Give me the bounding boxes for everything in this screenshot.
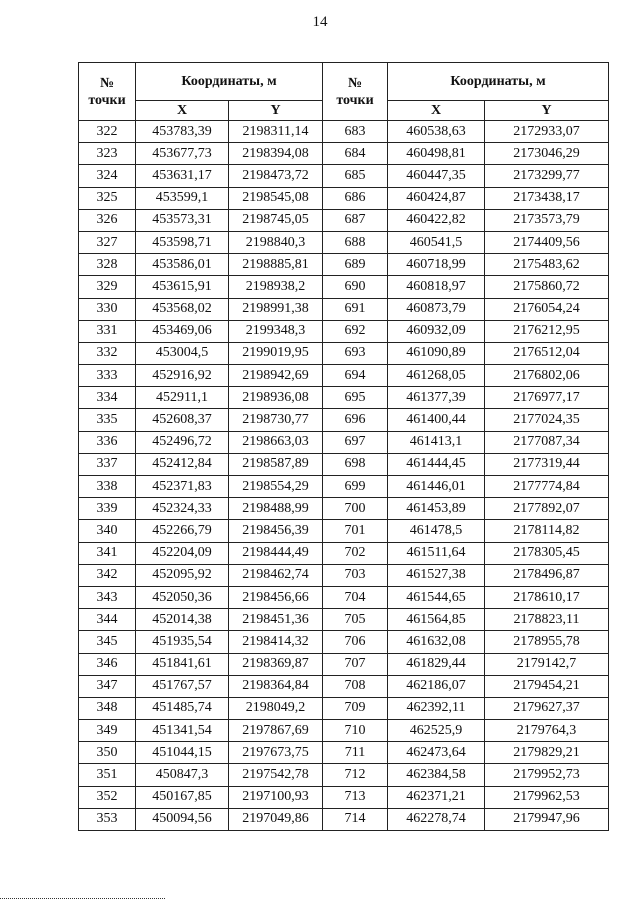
point-number-left: 332 xyxy=(79,342,136,364)
point-number-right: 710 xyxy=(323,720,388,742)
point-number-header-left xyxy=(79,63,136,121)
point-number-left: 329 xyxy=(79,276,136,298)
x-coordinate-right: 462384,58 xyxy=(388,764,485,786)
point-number-left: 327 xyxy=(79,231,136,253)
x-coordinate-right: 462186,07 xyxy=(388,675,485,697)
y-coordinate-left: 2198936,08 xyxy=(229,387,323,409)
y-coordinate-left: 2198444,49 xyxy=(229,542,323,564)
y-coordinate-right: 2175483,62 xyxy=(485,254,609,276)
y-coordinate-left: 2198938,2 xyxy=(229,276,323,298)
x-coordinate-left: 453599,1 xyxy=(136,187,229,209)
x-coordinate-left: 450094,56 xyxy=(136,808,229,830)
y-coordinate-left: 2197542,78 xyxy=(229,764,323,786)
y-coordinate-right: 2175860,72 xyxy=(485,276,609,298)
y-coordinate-right: 2178114,82 xyxy=(485,520,609,542)
y-coordinate-right: 2172933,07 xyxy=(485,121,609,143)
y-coordinate-left: 2198394,08 xyxy=(229,143,323,165)
x-coordinate-right: 461511,64 xyxy=(388,542,485,564)
y-coordinate-left: 2198663,03 xyxy=(229,431,323,453)
point-number-right: 689 xyxy=(323,254,388,276)
x-coordinate-left: 452496,72 xyxy=(136,431,229,453)
y-coordinate-right: 2173438,17 xyxy=(485,187,609,209)
x-coordinate-right: 460873,79 xyxy=(388,298,485,320)
point-number-right: 714 xyxy=(323,808,388,830)
y-coordinate-left: 2198473,72 xyxy=(229,165,323,187)
table-row xyxy=(79,254,609,276)
point-number-right: 685 xyxy=(323,165,388,187)
y-coordinate-right: 2173299,77 xyxy=(485,165,609,187)
point-number-right: 691 xyxy=(323,298,388,320)
point-number-left: 328 xyxy=(79,254,136,276)
point-number-right: 712 xyxy=(323,764,388,786)
point-number-left: 349 xyxy=(79,720,136,742)
y-coordinate-right: 2179627,37 xyxy=(485,697,609,719)
footer-divider xyxy=(0,898,165,899)
table-row xyxy=(79,520,609,542)
y-coordinate-left: 2198364,84 xyxy=(229,675,323,697)
point-number-left: 348 xyxy=(79,697,136,719)
point-number-left: 330 xyxy=(79,298,136,320)
table-body xyxy=(79,121,609,831)
x-coordinate-left: 451485,74 xyxy=(136,697,229,719)
y-coordinate-left: 2199348,3 xyxy=(229,320,323,342)
x-coordinate-right: 460498,81 xyxy=(388,143,485,165)
x-coordinate-right: 460932,09 xyxy=(388,320,485,342)
table-row xyxy=(79,187,609,209)
point-number-left: 342 xyxy=(79,564,136,586)
point-number-left: 324 xyxy=(79,165,136,187)
point-number-right: 698 xyxy=(323,453,388,475)
y-coordinate-left: 2198311,14 xyxy=(229,121,323,143)
x-coordinate-left: 452014,38 xyxy=(136,609,229,631)
y-coordinate-right: 2178496,87 xyxy=(485,564,609,586)
point-number-left: 336 xyxy=(79,431,136,453)
x-coordinate-right: 460538,63 xyxy=(388,121,485,143)
point-word: точки xyxy=(336,92,374,108)
y-coordinate-right: 2177892,07 xyxy=(485,498,609,520)
x-coordinate-left: 450167,85 xyxy=(136,786,229,808)
table-row xyxy=(79,653,609,675)
table-row xyxy=(79,675,609,697)
table-row xyxy=(79,498,609,520)
x-coordinate-left: 453586,01 xyxy=(136,254,229,276)
x-coordinate-left: 453568,02 xyxy=(136,298,229,320)
x-header-left: X xyxy=(136,101,229,121)
table-row xyxy=(79,564,609,586)
point-number-right: 702 xyxy=(323,542,388,564)
x-coordinate-left: 453573,31 xyxy=(136,209,229,231)
point-number-right: 695 xyxy=(323,387,388,409)
y-coordinate-right: 2179829,21 xyxy=(485,742,609,764)
point-number-left: 344 xyxy=(79,609,136,631)
y-coordinate-left: 2198488,99 xyxy=(229,498,323,520)
x-coordinate-left: 452050,36 xyxy=(136,586,229,608)
y-coordinate-left: 2198730,77 xyxy=(229,409,323,431)
y-coordinate-right: 2179454,21 xyxy=(485,675,609,697)
point-number-right: 696 xyxy=(323,409,388,431)
number-sign: № xyxy=(347,75,363,91)
point-number-left: 341 xyxy=(79,542,136,564)
x-coordinate-left: 453677,73 xyxy=(136,143,229,165)
y-coordinate-left: 2198745,05 xyxy=(229,209,323,231)
y-coordinate-left: 2198414,32 xyxy=(229,631,323,653)
x-coordinate-right: 461544,65 xyxy=(388,586,485,608)
y-coordinate-right: 2173046,29 xyxy=(485,143,609,165)
x-coordinate-right: 462392,11 xyxy=(388,697,485,719)
y-coordinate-right: 2176054,24 xyxy=(485,298,609,320)
x-coordinate-left: 451841,61 xyxy=(136,653,229,675)
y-coordinate-right: 2177087,34 xyxy=(485,431,609,453)
table-row xyxy=(79,786,609,808)
y-coordinate-left: 2199019,95 xyxy=(229,342,323,364)
x-coordinate-right: 461446,01 xyxy=(388,476,485,498)
y-coordinate-right: 2179764,3 xyxy=(485,720,609,742)
x-coordinate-left: 452911,1 xyxy=(136,387,229,409)
point-word: точки xyxy=(88,92,126,108)
x-coordinate-left: 451935,54 xyxy=(136,631,229,653)
y-coordinate-left: 2198456,66 xyxy=(229,586,323,608)
x-coordinate-right: 460541,5 xyxy=(388,231,485,253)
x-coordinate-left: 453783,39 xyxy=(136,121,229,143)
point-number-left: 347 xyxy=(79,675,136,697)
point-number-left: 351 xyxy=(79,764,136,786)
x-coordinate-right: 462278,74 xyxy=(388,808,485,830)
point-number-right: 686 xyxy=(323,187,388,209)
y-coordinate-left: 2198587,89 xyxy=(229,453,323,475)
x-coordinate-right: 461829,44 xyxy=(388,653,485,675)
x-coordinate-left: 452916,92 xyxy=(136,365,229,387)
x-coordinate-right: 461632,08 xyxy=(388,631,485,653)
y-coordinate-left: 2198885,81 xyxy=(229,254,323,276)
y-coordinate-left: 2198451,36 xyxy=(229,609,323,631)
point-number-right: 688 xyxy=(323,231,388,253)
point-number-left: 353 xyxy=(79,808,136,830)
point-number-right: 692 xyxy=(323,320,388,342)
point-number-left: 350 xyxy=(79,742,136,764)
y-coordinate-right: 2177774,84 xyxy=(485,476,609,498)
point-number-left: 337 xyxy=(79,453,136,475)
y-coordinate-left: 2198991,38 xyxy=(229,298,323,320)
y-coordinate-left: 2198840,3 xyxy=(229,231,323,253)
point-number-right: 708 xyxy=(323,675,388,697)
x-coordinate-right: 460424,87 xyxy=(388,187,485,209)
table-row xyxy=(79,476,609,498)
x-coordinate-left: 453598,71 xyxy=(136,231,229,253)
x-coordinate-left: 452095,92 xyxy=(136,564,229,586)
y-coordinate-right: 2179947,96 xyxy=(485,808,609,830)
x-coordinate-left: 452608,37 xyxy=(136,409,229,431)
y-coordinate-left: 2197673,75 xyxy=(229,742,323,764)
point-number-right: 684 xyxy=(323,143,388,165)
point-number-left: 339 xyxy=(79,498,136,520)
point-number-right: 711 xyxy=(323,742,388,764)
x-coordinate-right: 460447,35 xyxy=(388,165,485,187)
point-number-left: 352 xyxy=(79,786,136,808)
point-number-right: 699 xyxy=(323,476,388,498)
point-number-left: 334 xyxy=(79,387,136,409)
x-coordinate-left: 451341,54 xyxy=(136,720,229,742)
y-coordinate-right: 2176977,17 xyxy=(485,387,609,409)
table-row xyxy=(79,764,609,786)
table-row xyxy=(79,631,609,653)
y-header-left: Y xyxy=(229,101,323,121)
y-coordinate-left: 2198554,29 xyxy=(229,476,323,498)
point-number-left: 345 xyxy=(79,631,136,653)
point-number-right: 700 xyxy=(323,498,388,520)
point-number-right: 693 xyxy=(323,342,388,364)
table-row xyxy=(79,697,609,719)
y-coordinate-right: 2178305,45 xyxy=(485,542,609,564)
table-row xyxy=(79,365,609,387)
point-number-left: 323 xyxy=(79,143,136,165)
y-coordinate-left: 2198545,08 xyxy=(229,187,323,209)
x-coordinate-left: 451767,57 xyxy=(136,675,229,697)
table-row xyxy=(79,143,609,165)
point-number-right: 706 xyxy=(323,631,388,653)
x-coordinate-right: 461400,44 xyxy=(388,409,485,431)
point-number-right: 705 xyxy=(323,609,388,631)
x-coordinate-right: 461453,89 xyxy=(388,498,485,520)
y-coordinate-right: 2178955,78 xyxy=(485,631,609,653)
x-coordinate-left: 452412,84 xyxy=(136,453,229,475)
y-coordinate-left: 2197867,69 xyxy=(229,720,323,742)
x-coordinate-right: 461268,05 xyxy=(388,365,485,387)
point-number-right: 713 xyxy=(323,786,388,808)
x-coordinate-left: 451044,15 xyxy=(136,742,229,764)
point-number-left: 333 xyxy=(79,365,136,387)
table-row xyxy=(79,453,609,475)
x-coordinate-left: 452266,79 xyxy=(136,520,229,542)
y-coordinate-left: 2198369,87 xyxy=(229,653,323,675)
point-number-right: 707 xyxy=(323,653,388,675)
y-header-right: Y xyxy=(485,101,609,121)
point-number-left: 322 xyxy=(79,121,136,143)
y-coordinate-right: 2178823,11 xyxy=(485,609,609,631)
point-number-left: 331 xyxy=(79,320,136,342)
y-coordinate-right: 2176802,06 xyxy=(485,365,609,387)
y-coordinate-right: 2179952,73 xyxy=(485,764,609,786)
x-coordinate-left: 453469,06 xyxy=(136,320,229,342)
number-sign: № xyxy=(99,75,115,91)
point-number-left: 326 xyxy=(79,209,136,231)
point-number-right: 690 xyxy=(323,276,388,298)
point-number-left: 346 xyxy=(79,653,136,675)
y-coordinate-right: 2173573,79 xyxy=(485,209,609,231)
x-coordinate-right: 461527,38 xyxy=(388,564,485,586)
x-coordinate-right: 461377,39 xyxy=(388,387,485,409)
y-coordinate-left: 2198049,2 xyxy=(229,697,323,719)
y-coordinate-left: 2198462,74 xyxy=(229,564,323,586)
x-coordinate-right: 461444,45 xyxy=(388,453,485,475)
point-number-left: 343 xyxy=(79,586,136,608)
table-row xyxy=(79,231,609,253)
table-row xyxy=(79,298,609,320)
coordinates-header-right: Координаты, м xyxy=(388,63,609,101)
point-number-right: 704 xyxy=(323,586,388,608)
x-coordinate-left: 453631,17 xyxy=(136,165,229,187)
table-row xyxy=(79,320,609,342)
x-coordinate-right: 461564,85 xyxy=(388,609,485,631)
coordinates-table xyxy=(78,62,609,831)
table-row xyxy=(79,121,609,143)
x-coordinate-right: 461478,5 xyxy=(388,520,485,542)
table-row xyxy=(79,209,609,231)
y-coordinate-left: 2198942,69 xyxy=(229,365,323,387)
y-coordinate-right: 2176512,04 xyxy=(485,342,609,364)
point-number-left: 335 xyxy=(79,409,136,431)
x-coordinate-right: 461090,89 xyxy=(388,342,485,364)
x-coordinate-right: 460718,99 xyxy=(388,254,485,276)
y-coordinate-left: 2197100,93 xyxy=(229,786,323,808)
y-coordinate-right: 2176212,95 xyxy=(485,320,609,342)
point-number-right: 701 xyxy=(323,520,388,542)
y-coordinate-right: 2178610,17 xyxy=(485,586,609,608)
x-coordinate-left: 452204,09 xyxy=(136,542,229,564)
x-coordinate-left: 450847,3 xyxy=(136,764,229,786)
point-number-right: 687 xyxy=(323,209,388,231)
table-row xyxy=(79,342,609,364)
point-number-left: 338 xyxy=(79,476,136,498)
x-coordinate-right: 460818,97 xyxy=(388,276,485,298)
table-row xyxy=(79,165,609,187)
point-number-left: 340 xyxy=(79,520,136,542)
point-number-right: 694 xyxy=(323,365,388,387)
y-coordinate-left: 2197049,86 xyxy=(229,808,323,830)
table-row xyxy=(79,387,609,409)
x-header-right: X xyxy=(388,101,485,121)
table-row xyxy=(79,586,609,608)
table-row xyxy=(79,431,609,453)
x-coordinate-right: 462525,9 xyxy=(388,720,485,742)
point-number-right: 697 xyxy=(323,431,388,453)
table-row xyxy=(79,409,609,431)
table-row xyxy=(79,742,609,764)
point-number-header-right xyxy=(323,63,388,121)
x-coordinate-right: 460422,82 xyxy=(388,209,485,231)
x-coordinate-left: 452371,83 xyxy=(136,476,229,498)
x-coordinate-right: 461413,1 xyxy=(388,431,485,453)
x-coordinate-right: 462473,64 xyxy=(388,742,485,764)
x-coordinate-left: 453004,5 xyxy=(136,342,229,364)
point-number-right: 683 xyxy=(323,121,388,143)
y-coordinate-right: 2177319,44 xyxy=(485,453,609,475)
y-coordinate-right: 2177024,35 xyxy=(485,409,609,431)
page-number: 14 xyxy=(312,14,328,30)
point-number-right: 703 xyxy=(323,564,388,586)
point-number-left: 325 xyxy=(79,187,136,209)
table-row xyxy=(79,609,609,631)
table-header xyxy=(79,63,609,121)
y-coordinate-right: 2179962,53 xyxy=(485,786,609,808)
x-coordinate-left: 453615,91 xyxy=(136,276,229,298)
table-row xyxy=(79,542,609,564)
x-coordinate-left: 452324,33 xyxy=(136,498,229,520)
table-row xyxy=(79,808,609,830)
coordinates-header-left: Координаты, м xyxy=(136,63,323,101)
y-coordinate-left: 2198456,39 xyxy=(229,520,323,542)
point-number-right: 709 xyxy=(323,697,388,719)
y-coordinate-right: 2174409,56 xyxy=(485,231,609,253)
x-coordinate-right: 462371,21 xyxy=(388,786,485,808)
table-row xyxy=(79,276,609,298)
y-coordinate-right: 2179142,7 xyxy=(485,653,609,675)
table-row xyxy=(79,720,609,742)
